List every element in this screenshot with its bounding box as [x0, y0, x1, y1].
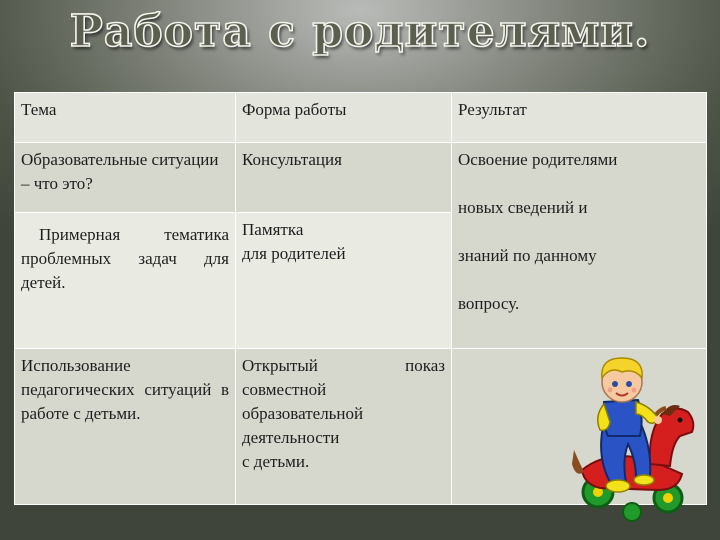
row1-form: Консультация — [236, 143, 452, 213]
row2-form-line: для родителей — [242, 244, 346, 263]
row2-form-line: Памятка — [242, 220, 304, 239]
result-line: новых сведений и — [458, 198, 588, 217]
row3-form — [236, 349, 452, 505]
row2-form — [236, 213, 452, 349]
row1-theme: Образовательные ситуации – что это? — [15, 143, 236, 213]
row3-theme: Использование педагогических ситуаций в работе с детьми. — [15, 349, 236, 505]
row3-form-tail: с детьми. — [242, 452, 310, 471]
result-cell — [452, 143, 707, 349]
table-row — [15, 143, 707, 213]
page-title: Работа с родителями. — [69, 6, 651, 57]
header-form: Форма работы — [236, 93, 452, 143]
result-line: Освоение родителями — [458, 150, 618, 169]
row2-theme: Примерная тематика проблемных задач для детей. — [15, 213, 236, 349]
child-on-rocking-horse-icon — [570, 352, 700, 527]
result-line: знаний по данному — [458, 246, 597, 265]
header-result: Результат — [452, 93, 707, 143]
result-line: вопросу. — [458, 294, 520, 313]
header-theme: Тема — [15, 93, 236, 143]
row3-form-main: Открытый показ совместной образовательной деятельности — [242, 356, 445, 447]
table-header-row — [15, 93, 707, 143]
